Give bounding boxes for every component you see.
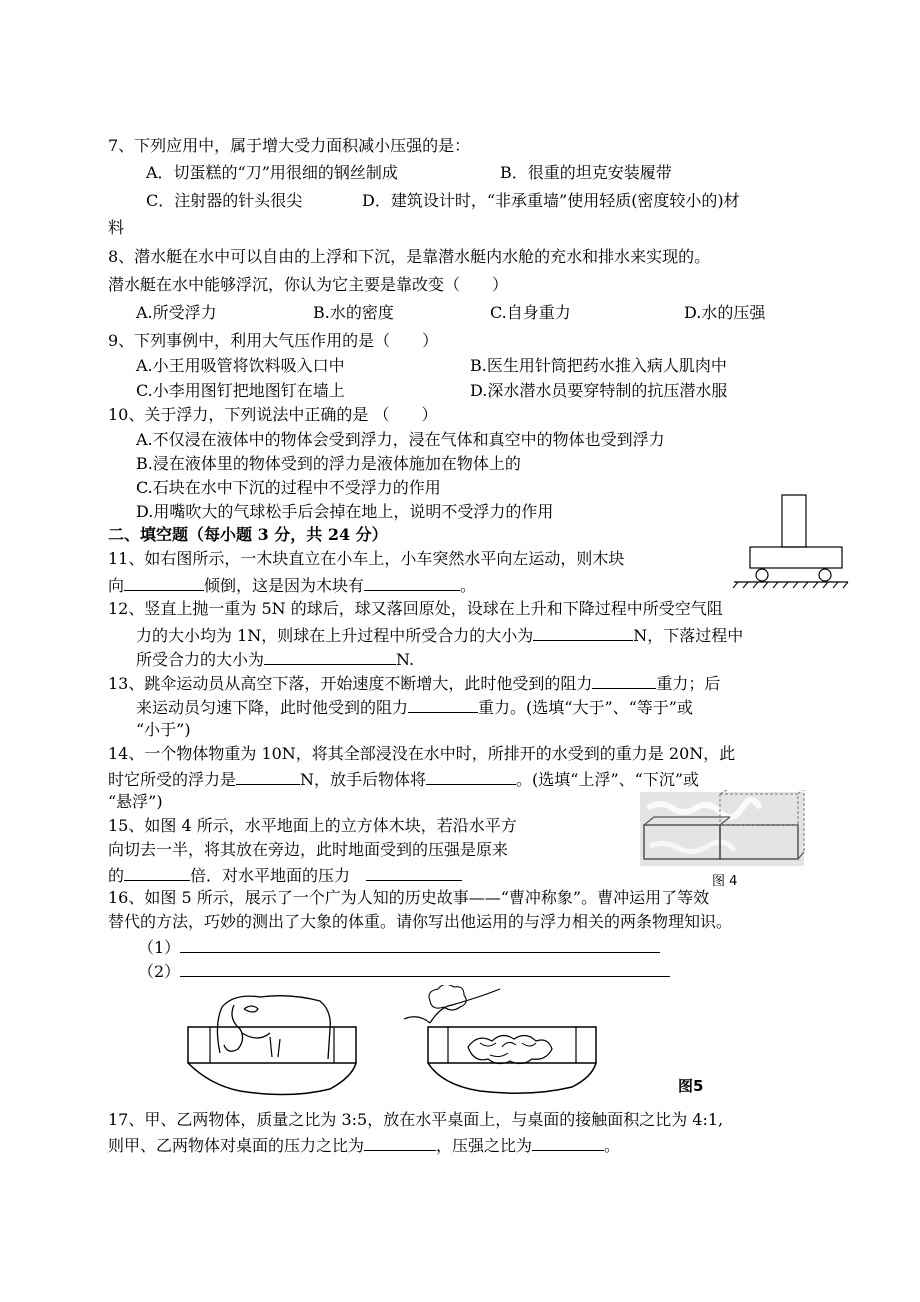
q17-blank-2[interactable] xyxy=(532,1134,604,1151)
q10-option-a: A.不仅浸在液体中的物体会受到浮力，浸在气体和真空中的物体也受到浮力 xyxy=(136,430,665,449)
figure-4-blocks xyxy=(638,790,806,870)
q12-text-c: 所受合力的大小为 xyxy=(136,650,265,669)
q16-item-1 xyxy=(138,936,660,958)
q16-answer-2[interactable] xyxy=(180,960,670,977)
q12-text-d: N. xyxy=(396,650,415,669)
q7-option-d: D．建筑设计时，“非承重墙”使用轻质(密度较小的)材 xyxy=(362,191,740,210)
q8-stem-2: 潜水艇在水中能够浮沉，你认为它主要是靠改变（ ） xyxy=(108,275,509,294)
q7-stem: 7、下列应用中，属于增大受力面积减小压强的是： xyxy=(108,136,471,155)
q16-answer-1[interactable] xyxy=(180,936,660,953)
q13-line-1 xyxy=(108,672,720,694)
q10-stem: 10、关于浮力，下列说法中正确的是 （ ） xyxy=(108,405,438,424)
q8-option-c: C.自身重力 xyxy=(490,303,571,322)
q14-line-1: 14、一个物体物重为 10N，将其全部浸没在水中时，所排开的水受到的重力是 20N，此 xyxy=(108,744,736,763)
q14-blank-1[interactable] xyxy=(236,768,300,785)
q10-option-d: D.用嘴吹大的气球松手后会掉在地上，说明不受浮力的作用 xyxy=(136,502,554,521)
q12-blank-2[interactable] xyxy=(264,648,396,665)
q14-line-3: “悬浮”) xyxy=(108,792,163,811)
section-title: 二、填空题（每小题 3 分，共 24 分） xyxy=(108,525,388,544)
q9-option-d: D.深水潜水员要穿特制的抗压潜水服 xyxy=(470,381,728,400)
q17-line-1: 17、甲、乙两物体，质量之比为 3:5，放在水平桌面上，与桌面的接触面积之比为 4:1, xyxy=(108,1110,724,1129)
q10-option-b: B.浸在液体里的物体受到的浮力是液体施加在物体上的 xyxy=(136,454,521,473)
q16-line-2: 替代的方法，巧妙的测出了大象的体重。请你写出他运用的与浮力相关的两条物理知识。 xyxy=(108,912,733,931)
q14-text-b: N，放手后物体将 xyxy=(300,770,427,789)
q14-text-a: 时它所受的浮力是 xyxy=(108,770,237,789)
q11-line-2 xyxy=(108,574,476,596)
q7-option-a: A．切蛋糕的“刀”用很细的钢丝制成 xyxy=(146,163,398,182)
q7-option-c: C．注射器的针头很尖 xyxy=(146,191,303,210)
q15-line-3 xyxy=(108,864,462,886)
q15-blank-1[interactable] xyxy=(124,864,190,881)
q13-text-b: 重力；后 xyxy=(656,674,721,693)
q14-line-2 xyxy=(108,768,699,790)
q11-blank-1[interactable] xyxy=(124,574,204,591)
q16-line-1: 16、如图 5 所示，展示了一个广为人知的历史故事——“曹冲称象”。曹冲运用了等效 xyxy=(108,888,710,907)
q9-stem: 9、下列事例中，利用大气压作用的是（ ） xyxy=(108,331,439,350)
q15-text-b: 倍．对水平地面的压力 xyxy=(190,866,351,885)
q16-item-2 xyxy=(138,960,670,982)
q16-item-2-label: （2） xyxy=(138,962,181,981)
q8-option-d: D.水的压强 xyxy=(684,303,766,322)
q7-option-d-cont: 料 xyxy=(108,218,125,237)
q12-line-2 xyxy=(136,624,743,646)
q13-blank-1[interactable] xyxy=(592,672,656,689)
figure-4-label: 图 4 xyxy=(712,874,738,889)
figure-5-boats xyxy=(180,985,620,1100)
q12-line-3 xyxy=(136,648,414,670)
q9-option-b: B.医生用针筒把药水推入病人肌肉中 xyxy=(470,356,727,375)
q11-line-1: 11、如右图所示，一木块直立在小车上，小车突然水平向左运动，则木块 xyxy=(108,549,625,568)
q11-text-c: 。 xyxy=(460,576,477,595)
q12-text-a: 力的大小均为 1N，则球在上升过程中所受合力的大小为 xyxy=(136,626,534,645)
q12-line-1: 12、竖直上抛一重为 5N 的球后，球又落回原处，设球在上升和下降过程中所受空气阻 xyxy=(108,599,723,618)
q11-blank-2[interactable] xyxy=(364,574,460,591)
q15-text-a: 的 xyxy=(108,866,125,885)
q8-option-b: B.水的密度 xyxy=(313,303,394,322)
q13-text-d: 重力。(选填“大于”、“等于”或 xyxy=(478,698,693,717)
q13-text-c: 来运动员匀速下降，此时他受到的阻力 xyxy=(136,698,409,717)
q17-text-c: 。 xyxy=(604,1136,621,1155)
q9-option-c: C.小李用图钉把地图钉在墙上 xyxy=(136,381,345,400)
q14-text-c: 。(选填“上浮”、“下沉”或 xyxy=(516,770,699,789)
q15-line-1: 15、如图 4 所示，水平地面上的立方体木块，若沿水平方 xyxy=(108,816,517,835)
q12-text-b: N，下落过程中 xyxy=(633,626,744,645)
q17-blank-1[interactable] xyxy=(364,1134,436,1151)
q14-blank-2[interactable] xyxy=(426,768,516,785)
q13-line-3: “小于”) xyxy=(136,720,191,739)
q8-stem-1: 8、潜水艇在水中可以自由的上浮和下沉，是靠潜水艇内水舱的充水和排水来实现的。 xyxy=(108,247,711,266)
figure-5-label: 图5 xyxy=(678,1077,704,1095)
q15-line-2: 向切去一半，将其放在旁边，此时地面受到的压强是原来 xyxy=(108,840,509,859)
q16-item-1-label: （1） xyxy=(138,938,181,957)
q13-blank-2[interactable] xyxy=(408,696,478,713)
q17-text-b: ，压强之比为 xyxy=(436,1136,533,1155)
q11-text-a: 向 xyxy=(108,576,125,595)
q7-option-b: B．很重的坦克安装履带 xyxy=(500,163,672,182)
q17-text-a: 则甲、乙两物体对桌面的压力之比为 xyxy=(108,1136,365,1155)
q12-blank-1[interactable] xyxy=(533,624,633,641)
q9-option-a: A.小王用吸管将饮料吸入口中 xyxy=(136,356,345,375)
q11-text-b: 倾倒，这是因为木块有 xyxy=(204,576,365,595)
q15-blank-2[interactable] xyxy=(366,864,462,881)
cart-figure xyxy=(730,490,850,590)
q13-line-2 xyxy=(136,696,693,718)
q13-text-a: 13、跳伞运动员从高空下落，开始速度不断增大，此时他受到的阻力 xyxy=(108,674,593,693)
q17-line-2 xyxy=(108,1134,620,1156)
q10-option-c: C.石块在水中下沉的过程中不受浮力的作用 xyxy=(136,478,441,497)
q8-option-a: A.所受浮力 xyxy=(136,303,217,322)
